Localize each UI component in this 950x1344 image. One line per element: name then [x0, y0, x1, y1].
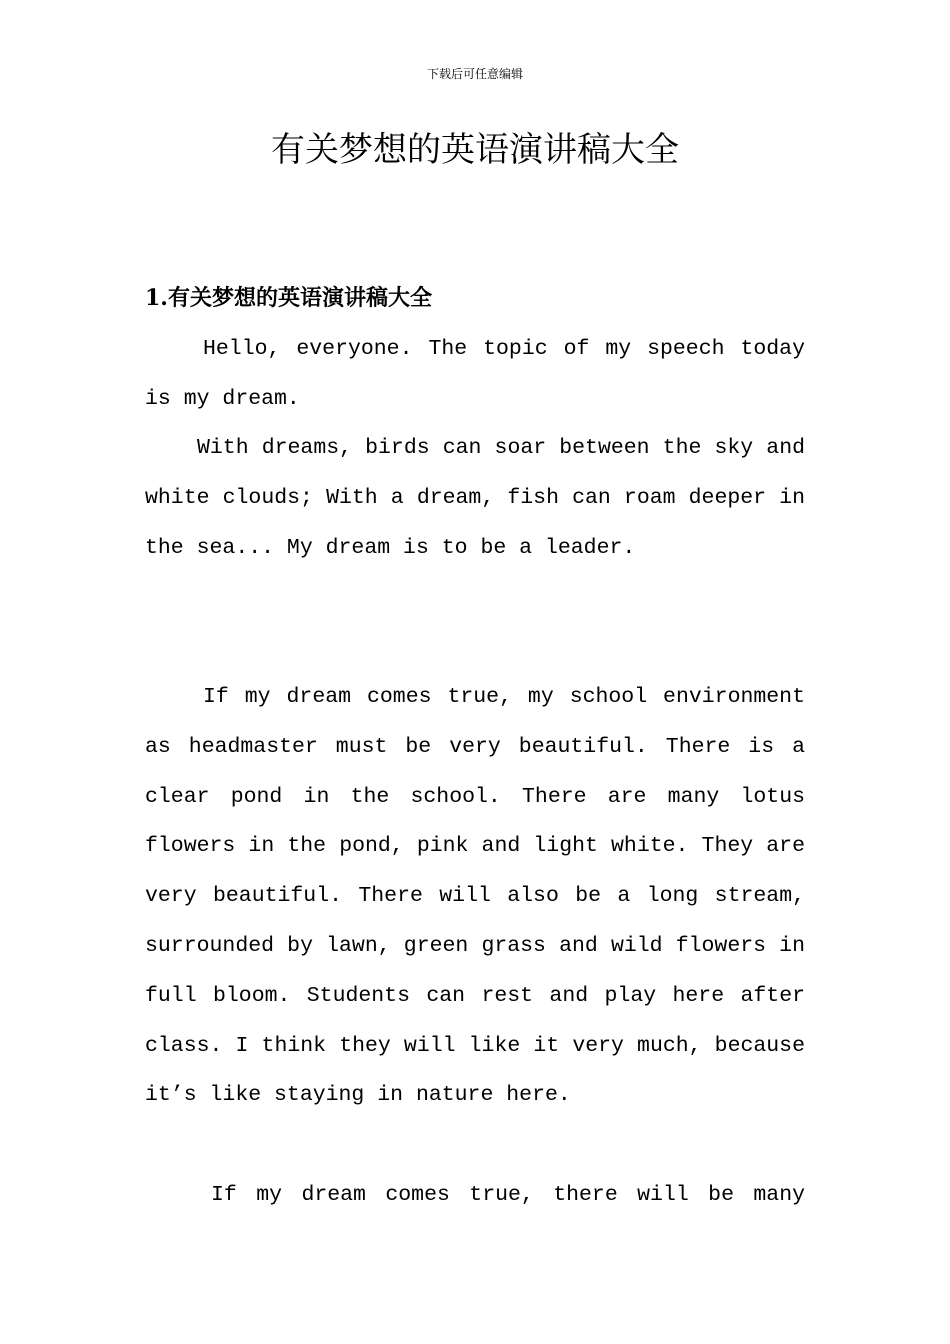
- paragraph-dreams-intro: With dreams, birds can soar between the sky and white clouds; With a dream, fish can roam deeper in the sea... My dream is to be a leader.: [145, 436, 805, 560]
- paragraph-greeting: Hello, everyone. The topic of my speech today is my dream.: [145, 337, 805, 411]
- paragraph-school-environment: If my dream comes true, my school environment as headmaster must be very beautiful. There is a clear pond in the school. There are many lotus flowers in the pond, pink and light white. They are very beautiful. There will also be a long stream, surrounded by lawn, green grass and wild flowers in full bloom. Students can rest and play here after class. I think they will like it very much, because it’s like staying in nature here.: [145, 685, 805, 1108]
- paragraph-continuation: If my dream comes true, there will be many: [211, 1183, 805, 1207]
- header-note: 下载后可任意编辑: [426, 67, 523, 81]
- section-heading: 1.有关梦想的英语演讲稿大全: [145, 285, 432, 311]
- document-title: 有关梦想的英语演讲稿大全: [271, 130, 679, 170]
